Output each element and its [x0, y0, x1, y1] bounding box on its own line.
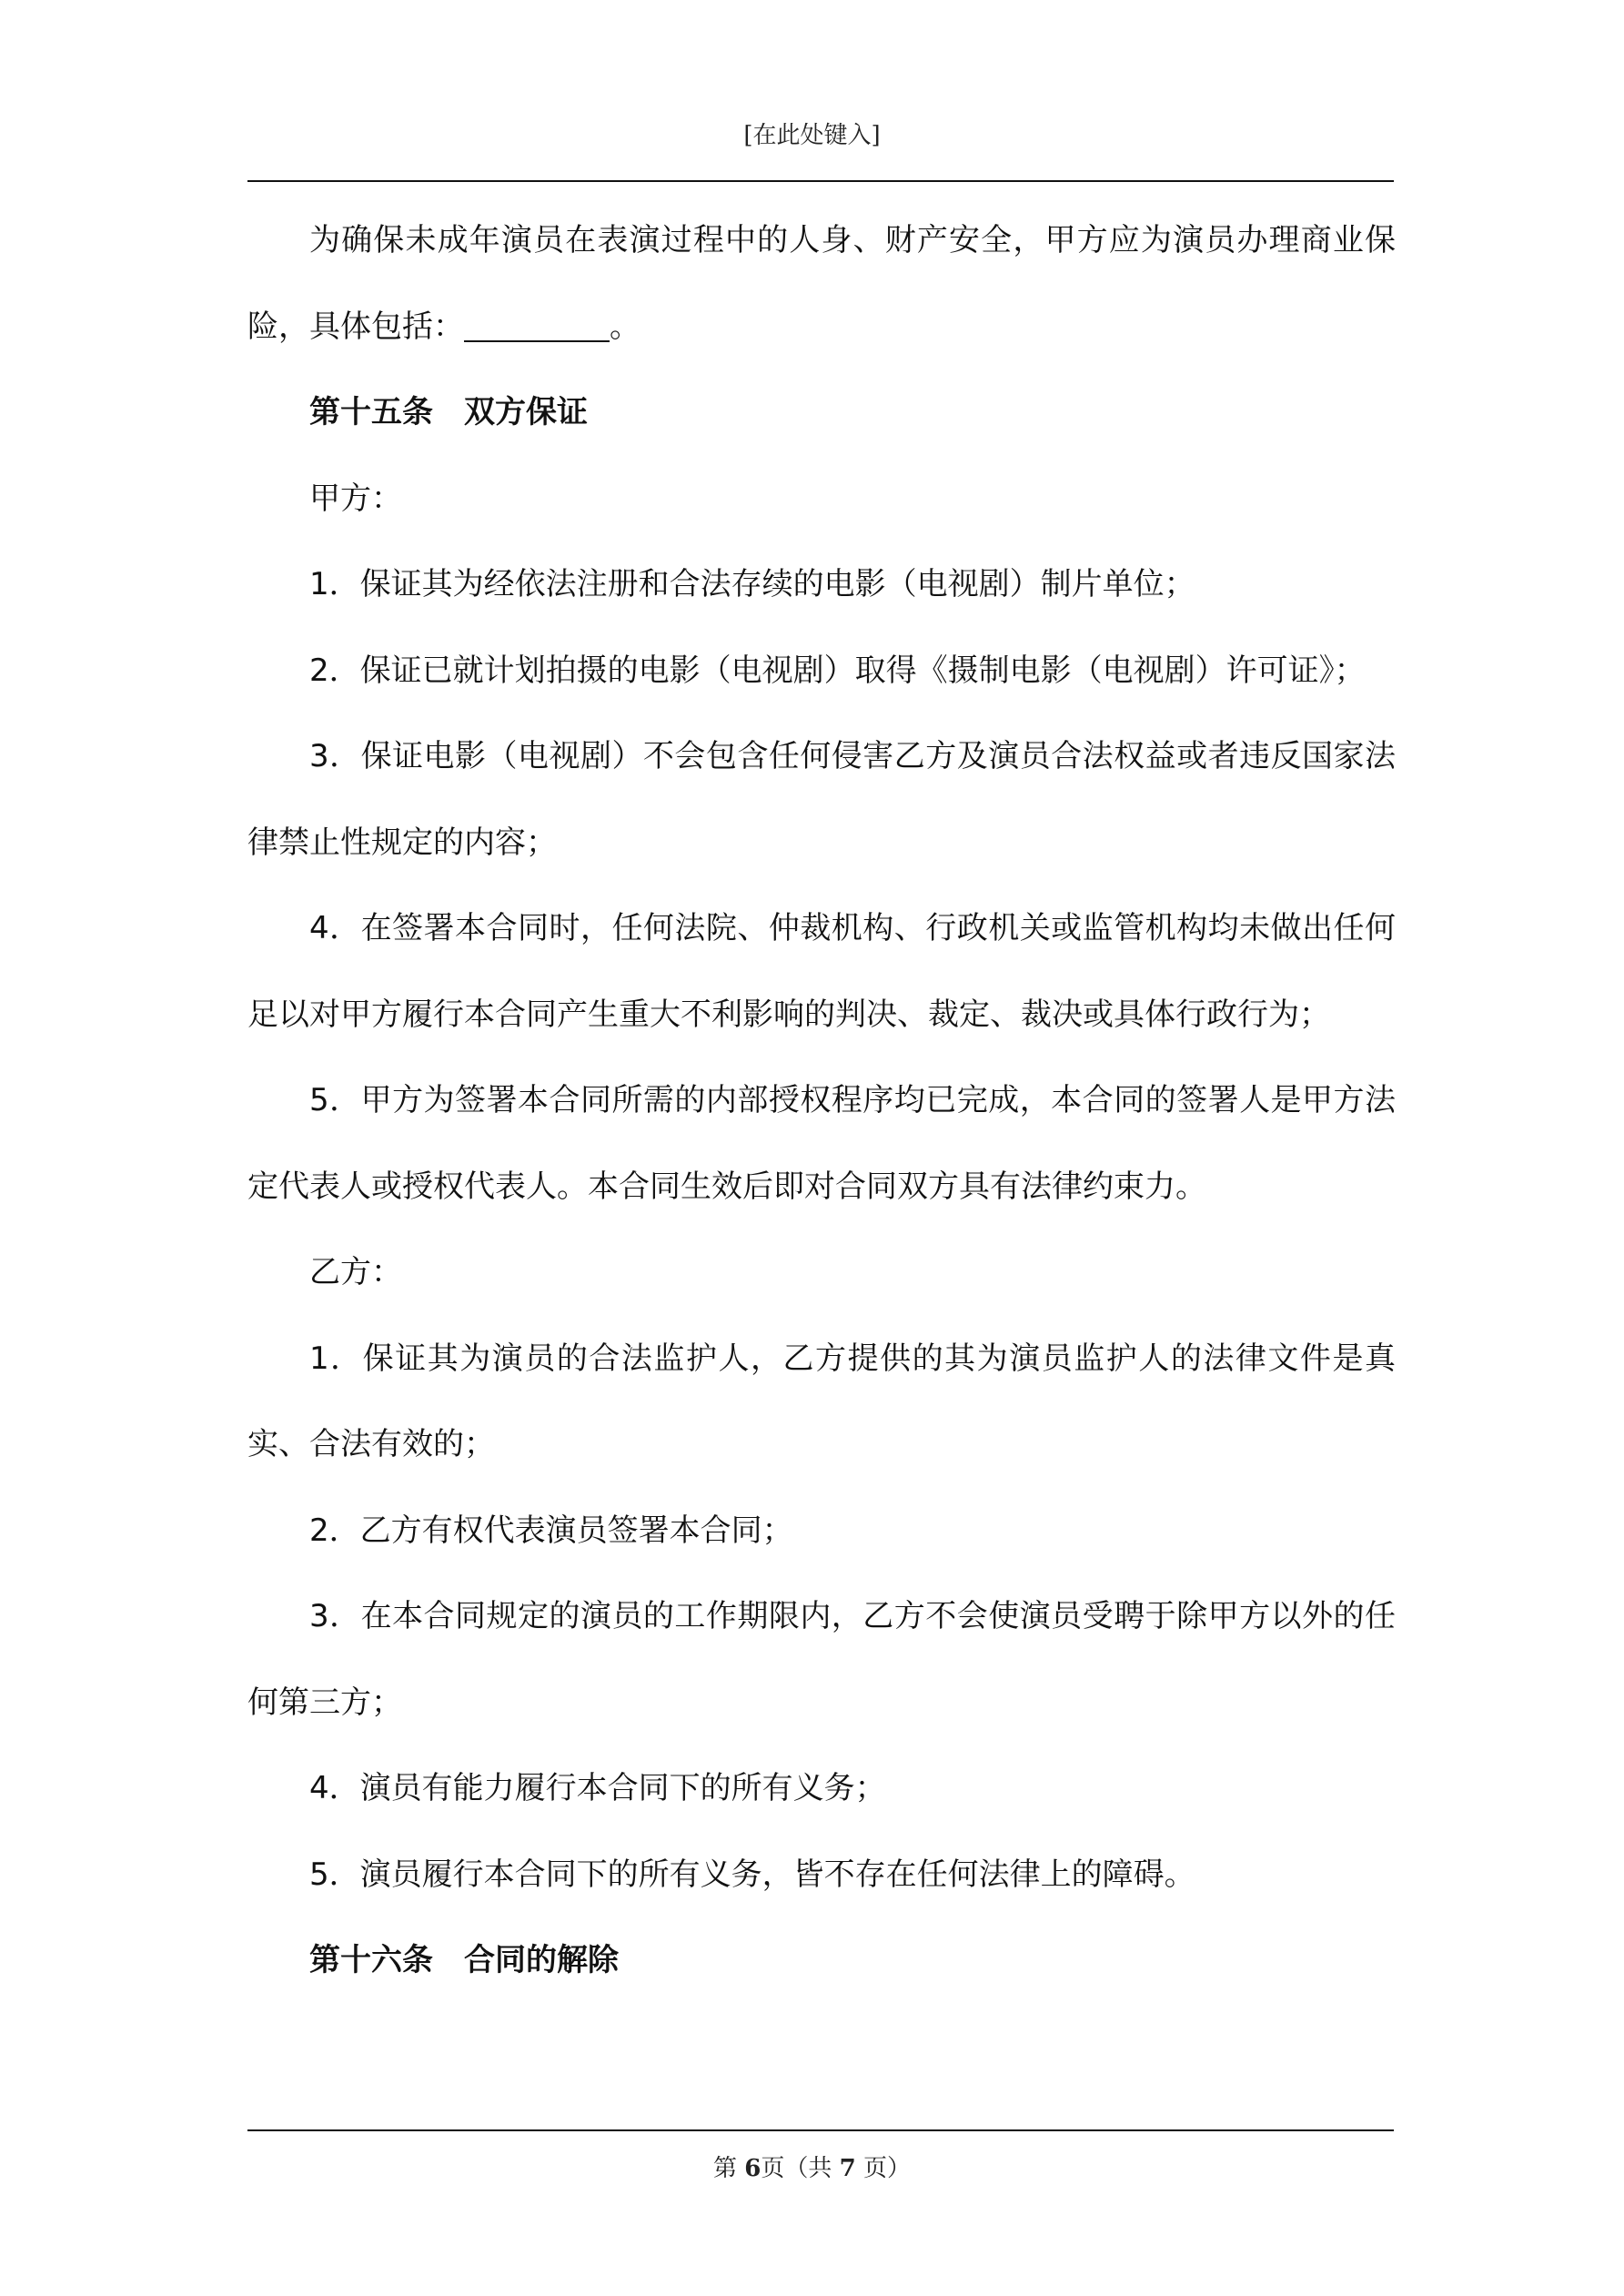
party-a-label: 甲方：	[309, 480, 402, 517]
party-b-item-3: 3．在本合同规定的演员的工作期限内，乙方不会使演员受聘于除甲方以外的任何第三方；	[247, 1598, 1396, 1721]
current-page-number: 6	[744, 2155, 762, 2182]
party-a-item-4: 4．在签署本合同时，任何法院、仲裁机构、行政机关或监管机构均未做出任何足以对甲方履行本合同产生重大不利影响的判决、裁定、裁决或具体行政行为；	[247, 910, 1396, 1033]
party-a-item-1: 1．保证其为经依法注册和合法存续的电影（电视剧）制片单位；	[309, 566, 1195, 602]
party-b-item-4: 4．演员有能力履行本合同下的所有义务；	[309, 1770, 886, 1806]
insurance-text-end: 。	[610, 308, 641, 345]
footer-mid: 页（共	[761, 2155, 840, 2182]
party-b-item-5: 5．演员履行本合同下的所有义务，皆不存在任何法律上的障碍。	[309, 1856, 1195, 1893]
party-a-item-3: 3．保证电影（电视剧）不会包含任何侵害乙方及演员合法权益或者违反国家法律禁止性规定的内容；	[247, 738, 1396, 861]
party-b-label: 乙方：	[309, 1254, 402, 1290]
party-a-item-5: 5．甲方为签署本合同所需的内部授权程序均已完成，本合同的签署人是甲方法定代表人或授权代表人。本合同生效后即对合同双方具有法律约束力。	[247, 1082, 1396, 1205]
page-footer	[0, 2149, 1624, 2183]
insurance-text: 为确保未成年演员在表演过程中的人身、财产安全，甲方应为演员办理商业保险，具体包括：	[247, 222, 1396, 345]
insurance-paragraph	[247, 197, 1396, 369]
footer-suffix: 页）	[855, 2155, 911, 2182]
party-b-item-1: 1．保证其为演员的合法监护人，乙方提供的其为演员监护人的法律文件是真实、合法有效的；	[247, 1340, 1396, 1462]
document-body	[247, 197, 1396, 2004]
page-header: [在此处键入]	[743, 122, 881, 149]
article-15-heading: 第十五条 双方保证	[309, 394, 588, 430]
header-divider	[247, 180, 1394, 182]
article-16-heading: 第十六条 合同的解除	[309, 1942, 619, 1978]
party-b-item-2: 2．乙方有权代表演员签署本合同；	[309, 1512, 793, 1549]
total-page-count: 7	[839, 2155, 856, 2182]
party-a-item-2: 2．保证已就计划拍摄的电影（电视剧）取得《摄制电影（电视剧）许可证》；	[309, 652, 1366, 689]
insurance-blank-field[interactable]	[464, 309, 610, 342]
footer-divider	[247, 2129, 1394, 2131]
footer-prefix: 第	[713, 2155, 745, 2182]
